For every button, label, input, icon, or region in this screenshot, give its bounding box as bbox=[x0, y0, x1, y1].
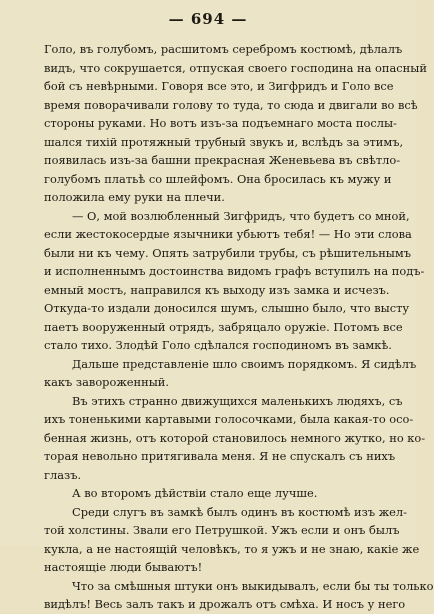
text-line: Что за смѣшныя штуки онъ выкидывалъ, если бы ты только bbox=[72, 578, 434, 593]
text-line: Откуда-то издали доносился шумъ, слышно было, что высту bbox=[44, 301, 410, 315]
text-line: Дальше представленіе шло своимъ порядкомъ. Я сидѣлъ bbox=[72, 356, 417, 371]
text-line: торая невольно притягивала меня. Я не спускалъ съ нихъ bbox=[44, 449, 396, 463]
text-line: паетъ вооруженный отрядъ, забряцало оружіе. Потомъ все bbox=[44, 319, 403, 334]
text-line: положила ему руки на плечи. bbox=[44, 190, 225, 204]
text-line: видъ, что сокрушается, отпуская своего господина на опасный bbox=[44, 60, 427, 75]
text-line: бой съ невѣрными. Говоря все это, и Зигфридъ и Голо все bbox=[44, 79, 394, 93]
text-line: А во второмъ дѣйствіи стало еще лучше. bbox=[72, 486, 318, 500]
text-line: глазъ. bbox=[44, 467, 82, 482]
text-line: время поворачивали голову то туда, то сюда и двигали во всѣ bbox=[44, 97, 418, 112]
text-line: бенная жизнь, отъ которой становилось немного жутко, но ко- bbox=[44, 430, 426, 445]
text-line: Голо, въ голубомъ, расшитомъ серебромъ костюмѣ, дѣлалъ bbox=[44, 42, 403, 56]
body-text bbox=[44, 40, 434, 614]
text-line: Въ этихъ странно движущихся маленькихъ людяхъ, съ bbox=[72, 393, 403, 408]
text-line: и исполненнымъ достоинства видомъ графъ вступилъ на подъ- bbox=[44, 264, 425, 278]
text-line: той холстины. Звали его Петрушкой. Ужъ если и онъ былъ bbox=[44, 523, 400, 537]
text-line: настоящіе люди бываютъ! bbox=[44, 560, 203, 574]
text-line: ихъ тоненькими картавыми голосочками, была какая-то осо- bbox=[44, 412, 414, 426]
text-line: голубомъ платьѣ со шлейфомъ. Она бросилась къ мужу и bbox=[44, 171, 392, 186]
text-line: какъ завороженный. bbox=[44, 375, 170, 389]
text-line: были ни къ чему. Опять затрубили трубы, съ рѣшительнымъ bbox=[44, 245, 411, 260]
text-line: стало тихо. Злодѣй Голо сдѣлался господиномъ въ замкѣ. bbox=[44, 338, 392, 352]
text-line: емный мостъ, направился къ выходу изъ замка и исчезъ. bbox=[44, 282, 390, 297]
text-line: видѣлъ! Весь залъ такъ и дрожалъ отъ смѣха. И носъ у него bbox=[44, 597, 406, 611]
text-line: появилась изъ-за башни прекрасная Женевьева въ свѣтло- bbox=[44, 153, 401, 167]
text-line: стороны руками. Но вотъ изъ-за подъемнаго моста послы- bbox=[44, 116, 397, 130]
text-line: Среди слугъ въ замкѣ былъ одинъ въ костюмѣ изъ жел- bbox=[72, 504, 408, 519]
text-line: — О, мой возлюбленный Зигфридъ, что будетъ со мной, bbox=[72, 208, 410, 223]
page-number: — 694 — bbox=[168, 10, 248, 28]
text-line: кукла, а не настоящій человѣкъ, то я ужъ и не знаю, какіе же bbox=[44, 541, 420, 556]
text-line: шался тихій протяжный трубный звукъ и, вслѣдъ за этимъ, bbox=[44, 134, 404, 149]
text-line: если жестокосердые язычники убьютъ тебя! — Но эти слова bbox=[44, 227, 412, 241]
